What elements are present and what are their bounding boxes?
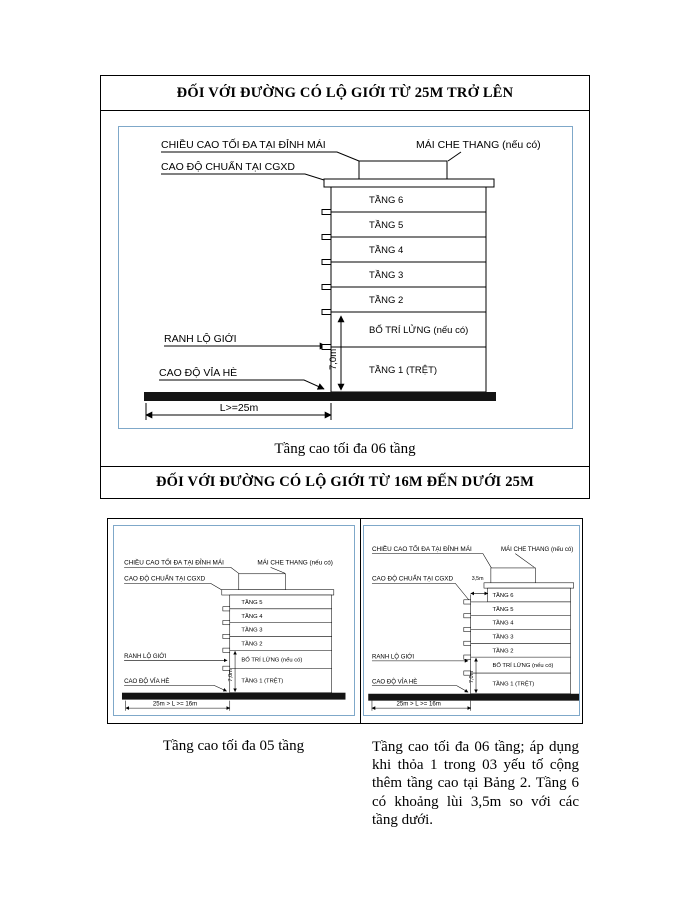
- roof-slab: [484, 583, 574, 588]
- dim-height-label: 7,0m: [468, 670, 475, 683]
- diagram-large-frame: [118, 126, 573, 429]
- label-max-height: CHIỀU CAO TỐI ĐA TẠI ĐỈNH MÁI: [160, 139, 326, 152]
- label-stair-roof: MÁI CHE THANG (nếu có): [415, 139, 541, 152]
- dimension-lines: [372, 593, 488, 710]
- floor-label: BỐ TRÍ LỬNG (nếu có): [492, 662, 554, 669]
- dim-width-label: L>=25m: [219, 402, 258, 415]
- label-datum: CAO ĐỘ CHUẨN TẠI CGXD: [160, 161, 295, 174]
- dim-width-label: 25m > L >= 16m: [396, 700, 441, 708]
- label-max-height: CHIỀU CAO TỐI ĐA TẠI ĐỈNH MÁI: [124, 559, 224, 567]
- caption-left: Tầng cao tối đa 05 tầng: [162, 737, 305, 754]
- floor-label: BỐ TRÍ LỬNG (nếu có): [241, 657, 303, 664]
- floor-label: TẦNG 6: [492, 592, 514, 599]
- panel-right: [361, 519, 582, 723]
- diagram-small-left-frame: [113, 525, 355, 716]
- balcony-ticks: [322, 210, 331, 350]
- floor-label: BỐ TRÍ LỬNG (nếu có): [368, 325, 468, 337]
- ground-strip: [122, 692, 346, 699]
- building-section-large: [119, 127, 572, 428]
- floor-label: TẦNG 3: [492, 634, 514, 641]
- ground-strip: [144, 392, 496, 401]
- diagram-panels: [107, 518, 583, 724]
- dim-height-label: 7,0m: [227, 668, 234, 682]
- diagram-small-right-frame: [363, 525, 580, 716]
- stair-roof-box: [239, 574, 286, 590]
- building-body: [331, 187, 486, 392]
- section1-caption: Tầng cao tối đa 06 tầng: [274, 441, 416, 458]
- label-boundary: RANH LỘ GIỚI: [124, 652, 167, 660]
- floor-label: TẦNG 5: [368, 220, 403, 232]
- roof-slab: [324, 179, 494, 187]
- label-datum: CAO ĐỘ CHUẨN TẠI CGXD: [124, 575, 206, 583]
- balcony-ticks: [464, 600, 471, 675]
- label-sidewalk: CAO ĐỘ VỈA HÈ: [371, 678, 418, 686]
- label-boundary: RANH LỘ GIỚI: [371, 653, 415, 661]
- stair-roof-box: [491, 568, 536, 583]
- floor-label: TẦNG 5: [492, 606, 514, 613]
- label-stair-roof: MÁI CHE THANG (nếu có): [257, 559, 333, 567]
- floor-label: TẦNG 4: [368, 245, 403, 257]
- panel-left: [108, 519, 361, 723]
- floor-label: TẦNG 2: [368, 295, 403, 307]
- ground-strip: [368, 694, 579, 701]
- caption-right: Tầng cao tối đa 06 tầng; áp dụng khi thỏa 1 trong 03 yếu tố cộng thêm tầng cao tại Bảng 2. Tầng 6 có khoảng lùi 3,5m so với các tầng dưới.: [372, 738, 579, 828]
- captions-row: [107, 738, 583, 829]
- dim-width-label: 25m > L >= 16m: [152, 700, 198, 708]
- stair-roof-box: [359, 161, 447, 179]
- label-boundary: RANH LỘ GIỚI: [163, 333, 237, 346]
- building-section-small-left: [114, 526, 354, 715]
- label-max-height: CHIỀU CAO TỐI ĐA TẠI ĐỈNH MÁI: [371, 545, 472, 553]
- dim-height-label: 7,0m: [327, 349, 339, 371]
- balcony-ticks: [223, 606, 230, 670]
- label-datum: CAO ĐỘ CHUẨN TẠI CGXD: [371, 575, 454, 583]
- section1-header: ĐỐI VỚI ĐƯỜNG CÓ LỘ GIỚI TỪ 25M TRỞ LÊN: [100, 75, 590, 111]
- floor-label: TẦNG 3: [368, 270, 403, 282]
- floor-label: TẦNG 4: [241, 613, 263, 620]
- label-sidewalk: CAO ĐỘ VỈA HÈ: [124, 677, 170, 685]
- figure1-wrapper: [101, 111, 589, 429]
- roof-slab: [222, 589, 334, 594]
- floor-label: TẦNG 3: [241, 627, 263, 634]
- section2-body: [100, 518, 590, 829]
- floor-label: TẦNG 1 (TRỆT): [368, 365, 437, 377]
- building-section-small-right: [364, 526, 579, 715]
- floor-label: TẦNG 2: [492, 648, 514, 655]
- floor-label: TẦNG 1 (TRỆT): [241, 678, 284, 685]
- regulation-table: [100, 75, 590, 829]
- floor-label: TẦNG 5: [241, 599, 263, 606]
- label-stair-roof: MÁI CHE THANG (nếu có): [500, 545, 574, 553]
- floor-label: TẦNG 2: [241, 641, 263, 648]
- label-sidewalk: CAO ĐỘ VỈA HÈ: [158, 367, 237, 380]
- dim-setback-label: 3,5m: [471, 575, 484, 582]
- section1-body: [100, 111, 590, 467]
- floor-label: TẦNG 6: [368, 195, 403, 207]
- section2-header: ĐỐI VỚI ĐƯỜNG CÓ LỘ GIỚI TỪ 16M ĐẾN DƯỚI 25M: [100, 466, 590, 498]
- floor-label: TẦNG 1 (TRỆT): [492, 681, 535, 688]
- floor-label: TẦNG 4: [492, 620, 514, 627]
